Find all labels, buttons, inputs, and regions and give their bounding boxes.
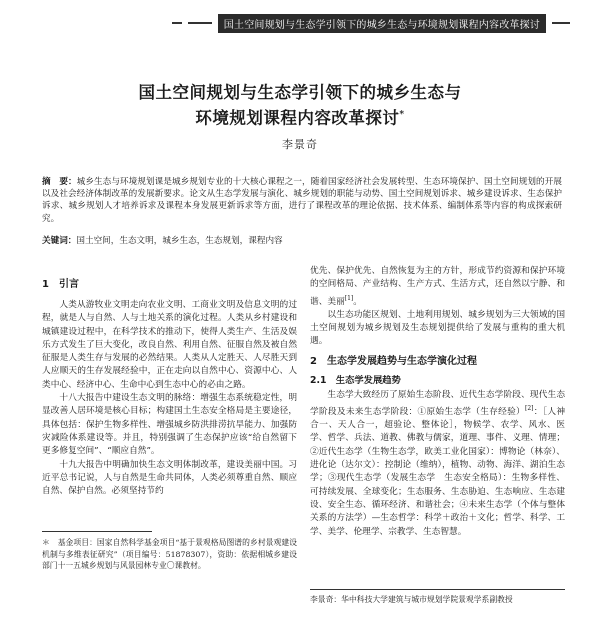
- paragraph: [310, 389, 565, 539]
- footnote-funding: ＊ 基金项目：国家自然科学基金项目“基于景观格局图谱的乡村景观建设机制与多维表征研究”（项目编号：51878307），资助：依据相城乡建设部门十一五城乡规划与风景园林专业〇课教材。: [42, 538, 297, 570]
- running-header: [150, 12, 570, 34]
- section-1-heading: 1 引言: [42, 279, 79, 290]
- abstract-label: 摘 要：: [42, 177, 77, 187]
- citation: [2]: [525, 404, 534, 412]
- paragraph: 十八大报告中建设生态文明的脉络：增强生态系统稳定性，明显改善人居环境是核心目标；构建国土生态安全格局是主要途径，具体包括：保护生物多样性、增强城乡防洪排涝抗旱能力、加强防灾减险体系建设等。并且，特别强调了生态保护应该“给自然留下更多修复空间”、“顺应自然”。: [42, 393, 297, 457]
- header-rule: [552, 22, 570, 24]
- footnote-rule: [42, 531, 152, 532]
- paragraph: 人类从游牧业文明走向农业文明、工商业文明及信息文明的过程，就是人与自然、人与土地关系的演化过程。人类从乡村建设和城镇建设过程中，在科学技术的推动下，使得人类生产、生活及娱乐方式发生了巨大变化，改良自然、利用自然、征服自然及被自然征服是人类生存与发展的必然结果。人类从人定胜天、人尽胜天到人应顺天的生存发展经验中，正在走向以自然中心、资源中心、人类中心、经济中心、生命中心到生态中心的必由之路。: [42, 300, 297, 390]
- footnote-author: 李景奇：华中科技大学建筑与城市规划学院景观学系副教授: [310, 595, 513, 604]
- footnote-rule: [310, 589, 565, 590]
- paragraph-text: 生态学大致经历了原始生态阶段、近代生态学阶段、现代生态学阶段及未来生态学阶段：①原始生态学（生存经验）: [310, 389, 565, 417]
- title-line-2: [60, 104, 540, 130]
- paragraph: 十九大报告中明确加快生态文明体制改革，建设美丽中国。习近平总书记说，人与自然是生命共同体，人类必须尊重自然、顺应自然、保护自然。必须坚持节约: [42, 459, 297, 497]
- title-line-1: 国土空间规划与生态学引领下的城乡生态与: [138, 83, 462, 102]
- title-line-2-text: 环境规划课程内容改革探讨: [195, 108, 400, 128]
- paragraph-text: 优先、保护优先、自然恢复为主的方针，形成节约资源和保护环境的空间格局、产业结构、生产方式、生活方式，还自然以宁静、和谐、美丽: [310, 266, 565, 307]
- section-2-heading: 2 生态学发展趋势与生态学演化过程: [310, 355, 477, 367]
- abstract-text: 城乡生态与环境规划课是城乡规划专业的十大核心课程之一，随着国家经济社会发展转型、生态环境保护、国土空间规划的开展以及社会经济体制改革的发展新要求。论文从生态学发展与演化、城乡规划的职能与动势、国土空间规划诉求、城乡建设诉求、生态保护诉求、城乡规划人才培养诉求及课程本身发展更新诉求等方面，进行了课程改革的理论依据、技术体系、编制体系等内容的构成探索研究。: [42, 177, 562, 224]
- keywords-label: 关键词：: [42, 236, 77, 246]
- right-column: [310, 265, 565, 539]
- abstract: [42, 176, 562, 225]
- title-footnote-mark: *: [399, 110, 405, 120]
- running-header-title: 国土空间规划与生态学引领下的城乡生态与环境规划课程内容改革探讨: [218, 14, 546, 33]
- paragraph: 以生态功能区规划、土地利用规划、城乡规划为三大领域的国土空间规划为城乡规划及生态规划提供给了发展与重构的重大机遇。: [310, 309, 565, 347]
- header-rule: [172, 22, 182, 24]
- keywords: [42, 235, 562, 247]
- paragraph-text: ：［人神合一、天人合一，超验论、整体论］，物候学、农学、风水、医学、哲学、兵法、道教、佛教与儒家，道理、事件、义理、情理；②近代生态学（生物生态学，欧美工业化国家）：博物论（林奈）、进化论（达尔文）：控制论（维纳），植物、动物、海洋、湖泊生态学；③现代生态学（发展生态学 生态安全格局）：生物多样性、可持续发展、全球变化；生态服务、生态胁迫、生态响应、生态建设、安全生态、循环经济、和谐社会；④未来生态学（个体与整体关系的方法学）—生态哲学：科学＋政治＋文化；哲学、科学、工学、美学、伦理学、宗教学、生态智慧。: [310, 406, 566, 537]
- author: 李景奇: [282, 138, 318, 151]
- left-column: [42, 265, 297, 498]
- section-2-1-heading: 2.1 生态学发展趋势: [310, 374, 401, 386]
- keywords-text: 国土空间，生态文明，城乡生态，生态规划，课程内容: [76, 236, 283, 246]
- header-rule: [188, 22, 212, 24]
- paper-title: [60, 82, 540, 130]
- paragraph: 优先、保护优先、自然恢复为主的方针，形成节约资源和保护环境的空间格局、产业结构、生产方式、生活方式，还自然以宁静、和谐、美丽[1]。: [310, 266, 565, 307]
- citation: [1]: [344, 294, 354, 302]
